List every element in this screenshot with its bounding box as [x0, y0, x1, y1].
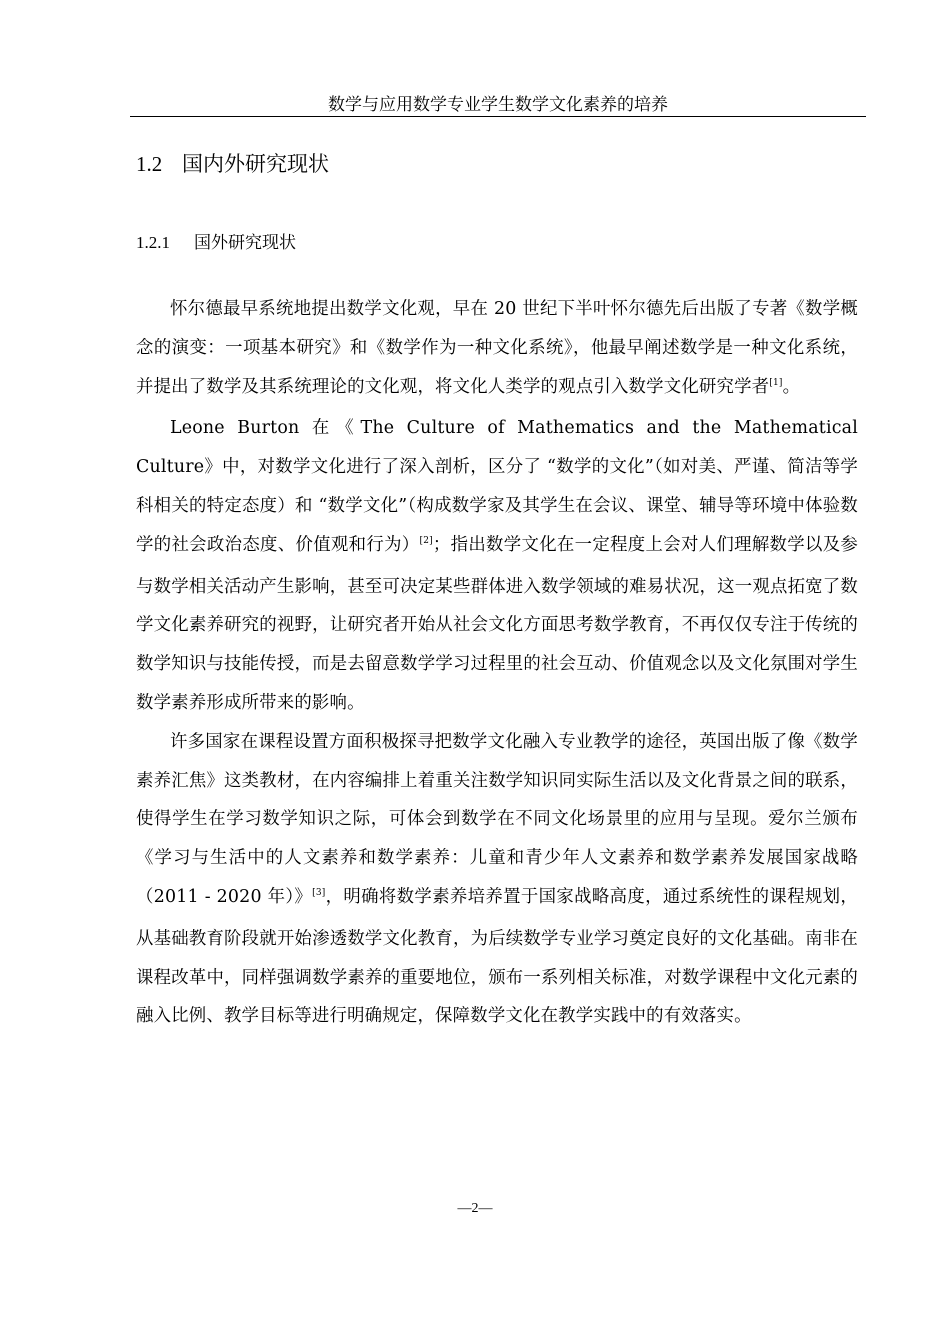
citation: [2] [419, 535, 433, 546]
paragraph-text: Leone Burton 在《The Culture of Mathematics and the Mathematical Culture》中，对数学文化进行了深入剖析，区分了 “数学的文化”（如对美、严谨、简洁等学科相关的特定态度）和 “数学文化”（构成数学家及其学生在会议、课堂、辅导等环境中体验数学的社会政治态度、价值观和行为） [136, 418, 858, 555]
paragraph-text: ，明确将数学素养培养置于国家战略高度，通过系统性的课程规划，从基础教育阶段就开始渗透数学文化教育，为后续数学专业学习奠定良好的文化基础。南非在课程改革中，同样强调数学素养的重要地位，颁布一系列相关标准，对数学课程中文化元素的融入比例、教学目标等进行明确规定，保障数学文化在教学实践中的有效落实。 [136, 886, 858, 1027]
subsection-number: 1.2.1 [136, 233, 170, 252]
paragraph-text: 怀尔德最早系统地提出数学文化观，早在 20 世纪下半叶怀尔德先后出版了专著《数学概念的演变：一项基本研究》和《数学作为一种文化系统》，他最早阐述数学是一种文化系统，并提出了数学及其系统理论的文化观，将文化人类学的观点引入数学文化研究学者 [136, 299, 858, 397]
paragraph-text: 。 [782, 376, 801, 397]
paragraph [136, 409, 858, 722]
citation: [3] [312, 887, 326, 898]
section-number: 1.2 [136, 152, 163, 176]
page-number: —2— [457, 1201, 493, 1216]
running-header: 数学与应用数学专业学生数学文化素养的培养 [328, 95, 668, 115]
paragraph-text: ；指出数学文化在一定程度上会对人们理解数学以及参与数学相关活动产生影响，甚至可决定某些群体进入数学领域的难易状况，这一观点拓宽了数学文化素养研究的视野，让研究者开始从社会文化方面思考数学教育，不再仅仅专注于传统的数学知识与技能传授，而是去留意数学学习过程里的社会互动、价值观念以及文化氛围对学生数学素养形成所带来的影响。 [136, 534, 859, 713]
section-title: 国内外研究现状 [182, 152, 329, 176]
paragraph [136, 290, 858, 409]
paragraph [136, 723, 858, 1036]
paragraph-text: 许多国家在课程设置方面积极探寻把数学文化融入专业教学的途径，英国出版了像《数学素养汇焦》这类教材，在内容编排上着重关注数学知识同实际生活以及文化背景之间的联系，使得学生在学习数学知识之际，可体会到数学在不同文化场景里的应用与呈现。爱尔兰颁布《学习与生活中的人文素养和数学素养：儿童和青少年人文素养和数学素养发展国家战略（2011 - 2020 年）》 [136, 731, 858, 907]
citation: [1] [769, 377, 783, 388]
subsection-heading [136, 231, 296, 255]
body-text [136, 290, 858, 1036]
section-heading [136, 150, 329, 178]
subsection-title: 国外研究现状 [194, 233, 296, 253]
header-rule [130, 116, 866, 117]
